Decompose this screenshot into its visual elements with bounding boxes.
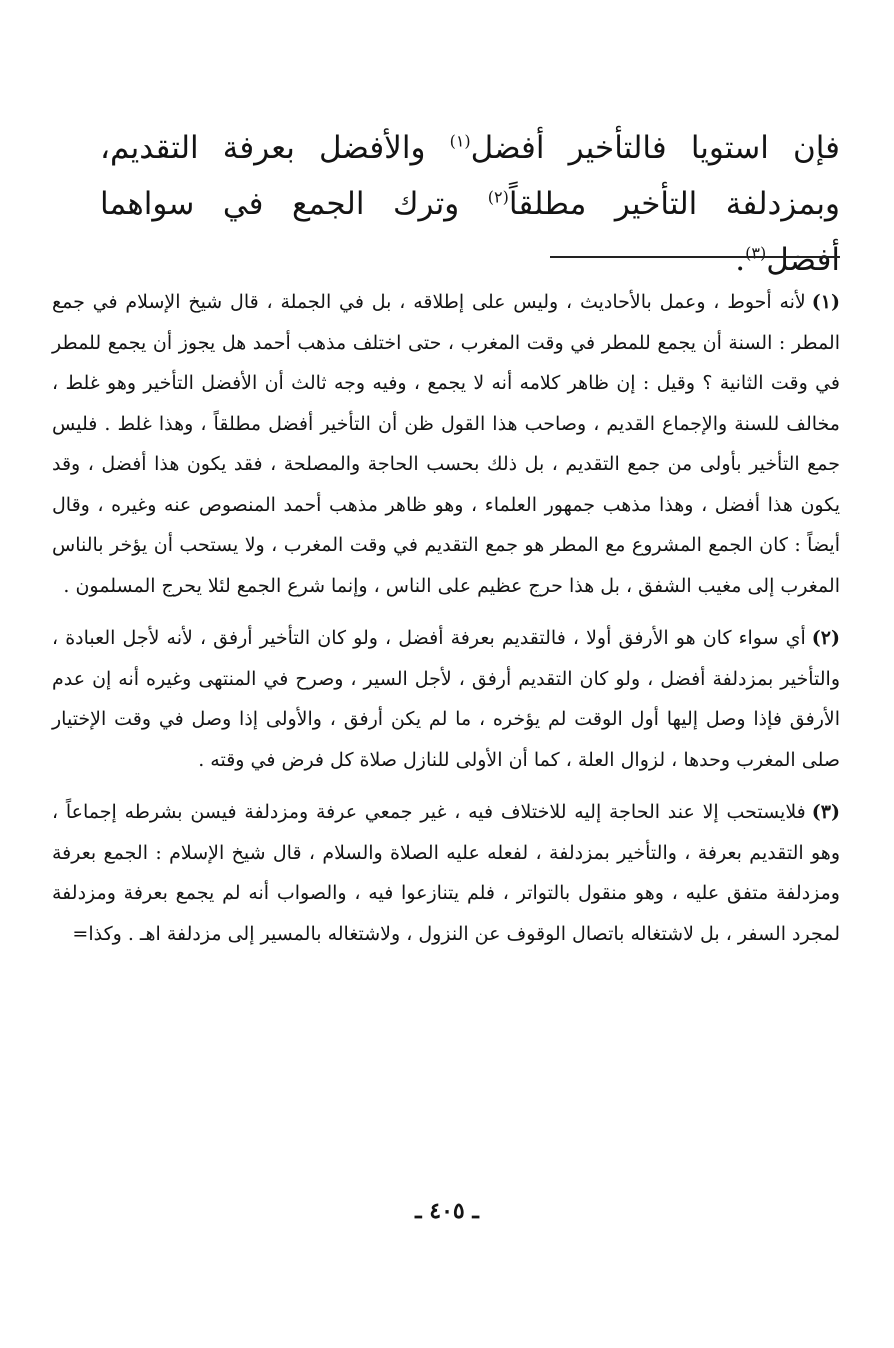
footnote-3 bbox=[52, 792, 840, 954]
footnote-2 bbox=[52, 618, 840, 780]
footnote-marker-1: (١) bbox=[811, 291, 840, 313]
main-paragraph bbox=[100, 120, 840, 288]
main-text-segment-2: والأفضل بعرفة التقديم، وبمزدلفة التأخير مطلقاً bbox=[100, 130, 840, 222]
footnote-1 bbox=[52, 282, 840, 606]
main-text-end: . bbox=[735, 242, 746, 278]
main-text-segment-3: وترك الجمع في سواهما أفضل bbox=[100, 186, 840, 278]
main-text-segment-1: فإن استويا فالتأخير أفضل bbox=[470, 130, 840, 166]
footnote-reference-2[interactable]: (٢) bbox=[487, 187, 509, 207]
footnote-text-3: فلايستحب إلا عند الحاجة إليه للاختلاف فيه ، غير جمعي عرفة ومزدلفة فيسن بشرطه إجماعاً ، وهو التقديم بعرفة ، والتأخير بمزدلفة ، لفعله عليه الصلاة والسلام ، قال شيخ الإسلام : الجمع بعرفة ومزدلفة متفق عليه ، وهو منقول بالتواتر ، فلم يتنازعوا فيه ، والصواب أنه لم يجمع بعرفة ومزدلفة لمجرد السفر ، بل لاشتغاله باتصال الوقوف عن النزول ، ولاشتغاله بالمسير إلى مزدلفة اهـ . وكذا= bbox=[52, 801, 840, 945]
main-text-block bbox=[100, 120, 840, 288]
footnote-reference-3[interactable]: (٣) bbox=[745, 243, 767, 263]
footnote-reference-1[interactable]: (١) bbox=[449, 131, 471, 151]
footnotes-section bbox=[52, 282, 840, 966]
footnote-marker-3: (٣) bbox=[811, 801, 840, 823]
footnote-divider bbox=[550, 256, 840, 258]
page-number: ـ ٤٠٥ ـ bbox=[415, 1198, 479, 1224]
footnote-text-2: أي سواء كان هو الأرفق أولا ، فالتقديم بعرفة أفضل ، ولو كان التأخير أرفق ، لأنه لأجل العبادة ، والتأخير بمزدلفة أفضل ، ولو كان التقديم أرفق ، لأجل السير ، وصرح في المنتهى وغيره أنه إن عدم الأرفق فإذا وصل إليها أول الوقت لم يؤخره ، ما لم يكن أرفق ، والأولى إذا وصل في وقت الإختيار صلى المغرب وحدها ، لزوال العلة ، كما أن الأولى للنازل صلاة كل فرض في وقته . bbox=[52, 627, 840, 771]
footnote-marker-2: (٢) bbox=[811, 627, 840, 649]
footnote-text-1: لأنه أحوط ، وعمل بالأحاديث ، وليس على إطلاقه ، بل في الجملة ، قال شيخ الإسلام في جمع المطر : السنة أن يجمع للمطر في وقت المغرب ، حتى اختلف مذهب أحمد هل يجوز أن يجمع للمطر في وقت الثانية ؟ وقيل : إن ظاهر كلامه أنه لا يجمع ، وفيه وجه ثالث أن الأفضل التأخير وهو غلط ، مخالف للسنة والإجماع القديم ، وصاحب هذا القول ظن أن التأخير أفضل مطلقاً ، وهذا غلط . فليس جمع التأخير بأولى من جمع التقديم ، بل ذلك بحسب الحاجة والمصلحة ، فقد يكون هذا أفضل ، وقد يكون هذا أفضل ، وهذا مذهب جمهور العلماء ، وهو ظاهر مذهب أحمد المنصوص عنه وغيره ، وقال أيضاً : كان الجمع المشروع مع المطر هو جمع التقديم في وقت المغرب ، ولا يستحب أن يؤخر بالناس المغرب إلى مغيب الشفق ، بل هذا حرج عظيم على الناس ، وإنما شرع الجمع لئلا يحرج المسلمون . bbox=[52, 291, 840, 597]
